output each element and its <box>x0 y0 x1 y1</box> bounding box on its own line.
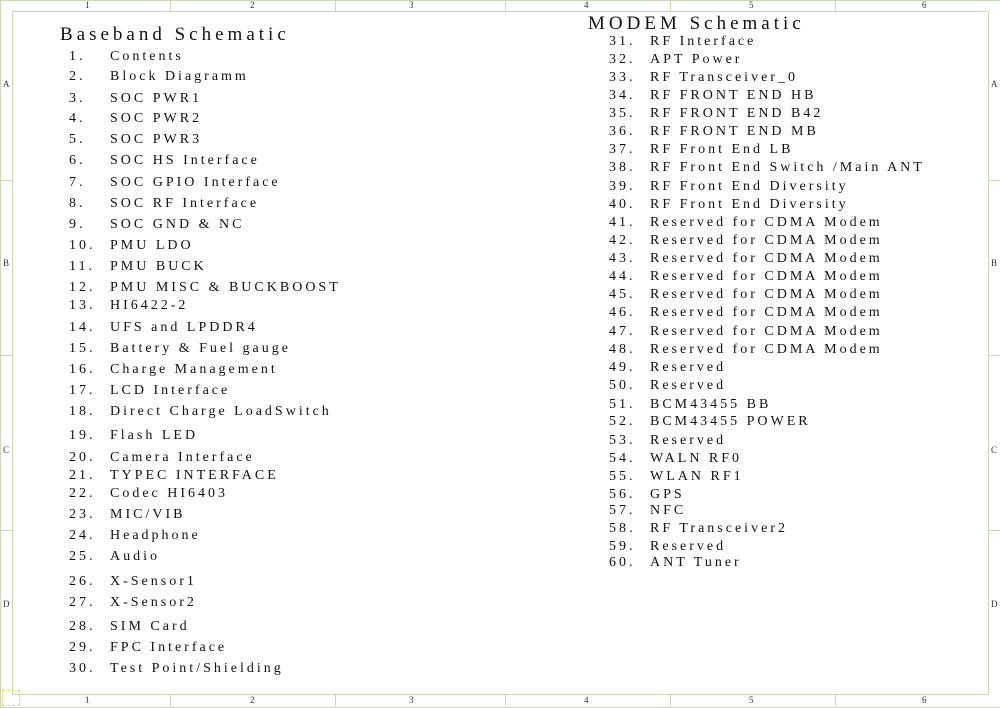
column-divider-bottom <box>835 694 836 706</box>
entry-label: Reserved for CDMA Modem <box>650 305 883 320</box>
entry-label: WALN RF0 <box>650 451 743 466</box>
entry-number: 10. <box>69 238 96 253</box>
entry-label: RF Front End LB <box>650 142 794 157</box>
entry-label: WLAN RF1 <box>650 469 744 484</box>
column-label-top: 1 <box>85 0 90 10</box>
entry-label: PMU BUCK <box>110 259 207 274</box>
entry-label: Reserved for CDMA Modem <box>650 215 883 230</box>
entry-number: 18. <box>69 404 96 419</box>
entry-number: 7. <box>69 175 86 190</box>
entry-label: Flash LED <box>110 428 199 443</box>
entry-number: 14. <box>69 320 96 335</box>
entry-number: 36. <box>609 124 636 139</box>
entry-label: FPC Interface <box>110 640 228 655</box>
entry-number: 15. <box>69 341 96 356</box>
entry-number: 16. <box>69 362 96 377</box>
column-label-bottom: 5 <box>749 695 754 705</box>
entry-label: SOC PWR3 <box>110 132 203 147</box>
entry-label: PMU MISC & BUCKBOOST <box>110 280 341 295</box>
entry-label: SOC HS Interface <box>110 153 260 168</box>
entry-label: HI6422-2 <box>110 298 189 313</box>
column-divider-top <box>335 0 336 11</box>
entry-number: 29. <box>69 640 96 655</box>
row-divider-right <box>988 355 1000 356</box>
entry-label: Test Point/Shielding <box>110 661 284 676</box>
entry-label: LCD Interface <box>110 383 231 398</box>
column-label-top: 6 <box>922 0 927 10</box>
entry-label: RF Front End Diversity <box>650 197 849 212</box>
entry-label: Reserved for CDMA Modem <box>650 342 883 357</box>
entry-number: 39. <box>609 179 636 194</box>
entry-label: Headphone <box>110 528 201 543</box>
entry-label: SOC PWR2 <box>110 111 203 126</box>
row-label-right: C <box>991 445 998 455</box>
entry-label: Charge Management <box>110 362 278 377</box>
entry-label: Reserved for CDMA Modem <box>650 233 883 248</box>
entry-number: 54. <box>609 451 636 466</box>
baseband-title: Baseband Schematic <box>60 24 290 45</box>
entry-number: 53. <box>609 433 636 448</box>
entry-number: 26. <box>69 574 96 589</box>
entry-label: Reserved <box>650 433 727 448</box>
entry-label: Contents <box>110 49 184 64</box>
column-label-top: 4 <box>584 0 589 10</box>
entry-label: Reserved for CDMA Modem <box>650 287 883 302</box>
entry-label: GPS <box>650 487 685 502</box>
row-label-right: D <box>991 599 998 609</box>
row-divider-left <box>0 180 12 181</box>
entry-number: 55. <box>609 469 636 484</box>
entry-number: 34. <box>609 88 636 103</box>
entry-label: BCM43455 BB <box>650 397 772 412</box>
column-label-bottom: 6 <box>922 695 927 705</box>
entry-number: 3. <box>69 91 86 106</box>
entry-label: RF Front End Diversity <box>650 179 849 194</box>
entry-number: 45. <box>609 287 636 302</box>
column-label-bottom: 2 <box>250 695 255 705</box>
entry-label: RF Interface <box>650 34 757 49</box>
entry-label: ANT Tuner <box>650 555 742 570</box>
entry-number: 46. <box>609 305 636 320</box>
column-label-top: 5 <box>749 0 754 10</box>
column-divider-top <box>835 0 836 11</box>
entry-label: RF Transceiver2 <box>650 521 788 536</box>
entry-label: SOC GPIO Interface <box>110 175 281 190</box>
entry-label: SIM Card <box>110 619 190 634</box>
entry-number: 60. <box>609 555 636 570</box>
entry-number: 44. <box>609 269 636 284</box>
entry-number: 23. <box>69 507 96 522</box>
entry-number: 22. <box>69 486 96 501</box>
entry-label: SOC PWR1 <box>110 91 203 106</box>
entry-label: SOC GND & NC <box>110 217 245 232</box>
entry-label: RF FRONT END B42 <box>650 106 824 121</box>
entry-number: 47. <box>609 324 636 339</box>
row-divider-right <box>988 530 1000 531</box>
entry-number: 41. <box>609 215 636 230</box>
entry-label: Camera Interface <box>110 450 255 465</box>
entry-number: 11. <box>69 259 95 274</box>
entry-number: 25. <box>69 549 96 564</box>
entry-number: 57. <box>609 503 636 518</box>
column-divider-top <box>505 0 506 11</box>
entry-label: RF Transceiver_0 <box>650 70 798 85</box>
entry-number: 37. <box>609 142 636 157</box>
entry-number: 24. <box>69 528 96 543</box>
entry-number: 4. <box>69 111 86 126</box>
entry-label: TYPEC INTERFACE <box>110 468 279 483</box>
corner-marker <box>2 690 20 706</box>
row-label-left: D <box>3 599 10 609</box>
entry-number: 28. <box>69 619 96 634</box>
column-label-bottom: 4 <box>584 695 589 705</box>
entry-number: 2. <box>69 69 86 84</box>
entry-number: 12. <box>69 280 96 295</box>
entry-number: 6. <box>69 153 86 168</box>
row-divider-right <box>988 180 1000 181</box>
entry-number: 17. <box>69 383 96 398</box>
entry-number: 33. <box>609 70 636 85</box>
modem-title: MODEM Schematic <box>588 13 805 34</box>
column-label-bottom: 1 <box>85 695 90 705</box>
entry-label: Audio <box>110 549 160 564</box>
entry-number: 13. <box>69 298 96 313</box>
entry-label: Reserved for CDMA Modem <box>650 269 883 284</box>
row-label-right: A <box>991 79 998 89</box>
entry-label: APT Power <box>650 52 743 67</box>
entry-label: Reserved <box>650 378 727 393</box>
entry-number: 8. <box>69 196 86 211</box>
entry-label: MIC/VIB <box>110 507 186 522</box>
entry-number: 30. <box>69 661 96 676</box>
entry-label: NFC <box>650 503 687 518</box>
column-label-top: 2 <box>250 0 255 10</box>
entry-label: RF FRONT END HB <box>650 88 817 103</box>
entry-label: Direct Charge LoadSwitch <box>110 404 332 419</box>
entry-number: 42. <box>609 233 636 248</box>
entry-number: 5. <box>69 132 86 147</box>
entry-label: Reserved <box>650 360 727 375</box>
entry-label: Reserved for CDMA Modem <box>650 324 883 339</box>
entry-number: 27. <box>69 595 96 610</box>
entry-number: 59. <box>609 539 636 554</box>
entry-number: 56. <box>609 487 636 502</box>
entry-label: X-Sensor1 <box>110 574 197 589</box>
column-label-top: 3 <box>409 0 414 10</box>
row-divider-left <box>0 530 12 531</box>
entry-number: 32. <box>609 52 636 67</box>
entry-label: Block Diagramm <box>110 69 249 84</box>
row-label-right: B <box>991 258 998 268</box>
entry-number: 50. <box>609 378 636 393</box>
entry-number: 48. <box>609 342 636 357</box>
entry-label: Battery & Fuel gauge <box>110 341 291 356</box>
entry-number: 58. <box>609 521 636 536</box>
entry-number: 52. <box>609 414 636 429</box>
entry-number: 9. <box>69 217 86 232</box>
entry-label: X-Sensor2 <box>110 595 197 610</box>
entry-label: Reserved <box>650 539 727 554</box>
entry-label: SOC RF Interface <box>110 196 260 211</box>
column-divider-top <box>670 0 671 11</box>
entry-number: 43. <box>609 251 636 266</box>
entry-number: 19. <box>69 428 96 443</box>
entry-number: 51. <box>609 397 636 412</box>
entry-label: PMU LDO <box>110 238 194 253</box>
row-label-left: C <box>3 445 10 455</box>
column-label-bottom: 3 <box>409 695 414 705</box>
row-label-left: B <box>3 258 10 268</box>
entry-number: 35. <box>609 106 636 121</box>
entry-number: 1. <box>69 49 86 64</box>
column-divider-bottom <box>505 694 506 706</box>
entry-number: 31. <box>609 34 636 49</box>
row-divider-left <box>0 355 12 356</box>
entry-number: 21. <box>69 468 96 483</box>
column-divider-bottom <box>335 694 336 706</box>
entry-number: 40. <box>609 197 636 212</box>
row-label-left: A <box>3 79 10 89</box>
entry-label: RF FRONT END MB <box>650 124 819 139</box>
entry-label: RF Front End Switch /Main ANT <box>650 160 925 175</box>
column-divider-top <box>170 0 171 11</box>
entry-label: Reserved for CDMA Modem <box>650 251 883 266</box>
entry-number: 38. <box>609 160 636 175</box>
entry-number: 20. <box>69 450 96 465</box>
entry-label: UFS and LPDDR4 <box>110 320 258 335</box>
entry-label: Codec HI6403 <box>110 486 229 501</box>
column-divider-bottom <box>670 694 671 706</box>
entry-number: 49. <box>609 360 636 375</box>
entry-label: BCM43455 POWER <box>650 414 811 429</box>
column-divider-bottom <box>170 694 171 706</box>
